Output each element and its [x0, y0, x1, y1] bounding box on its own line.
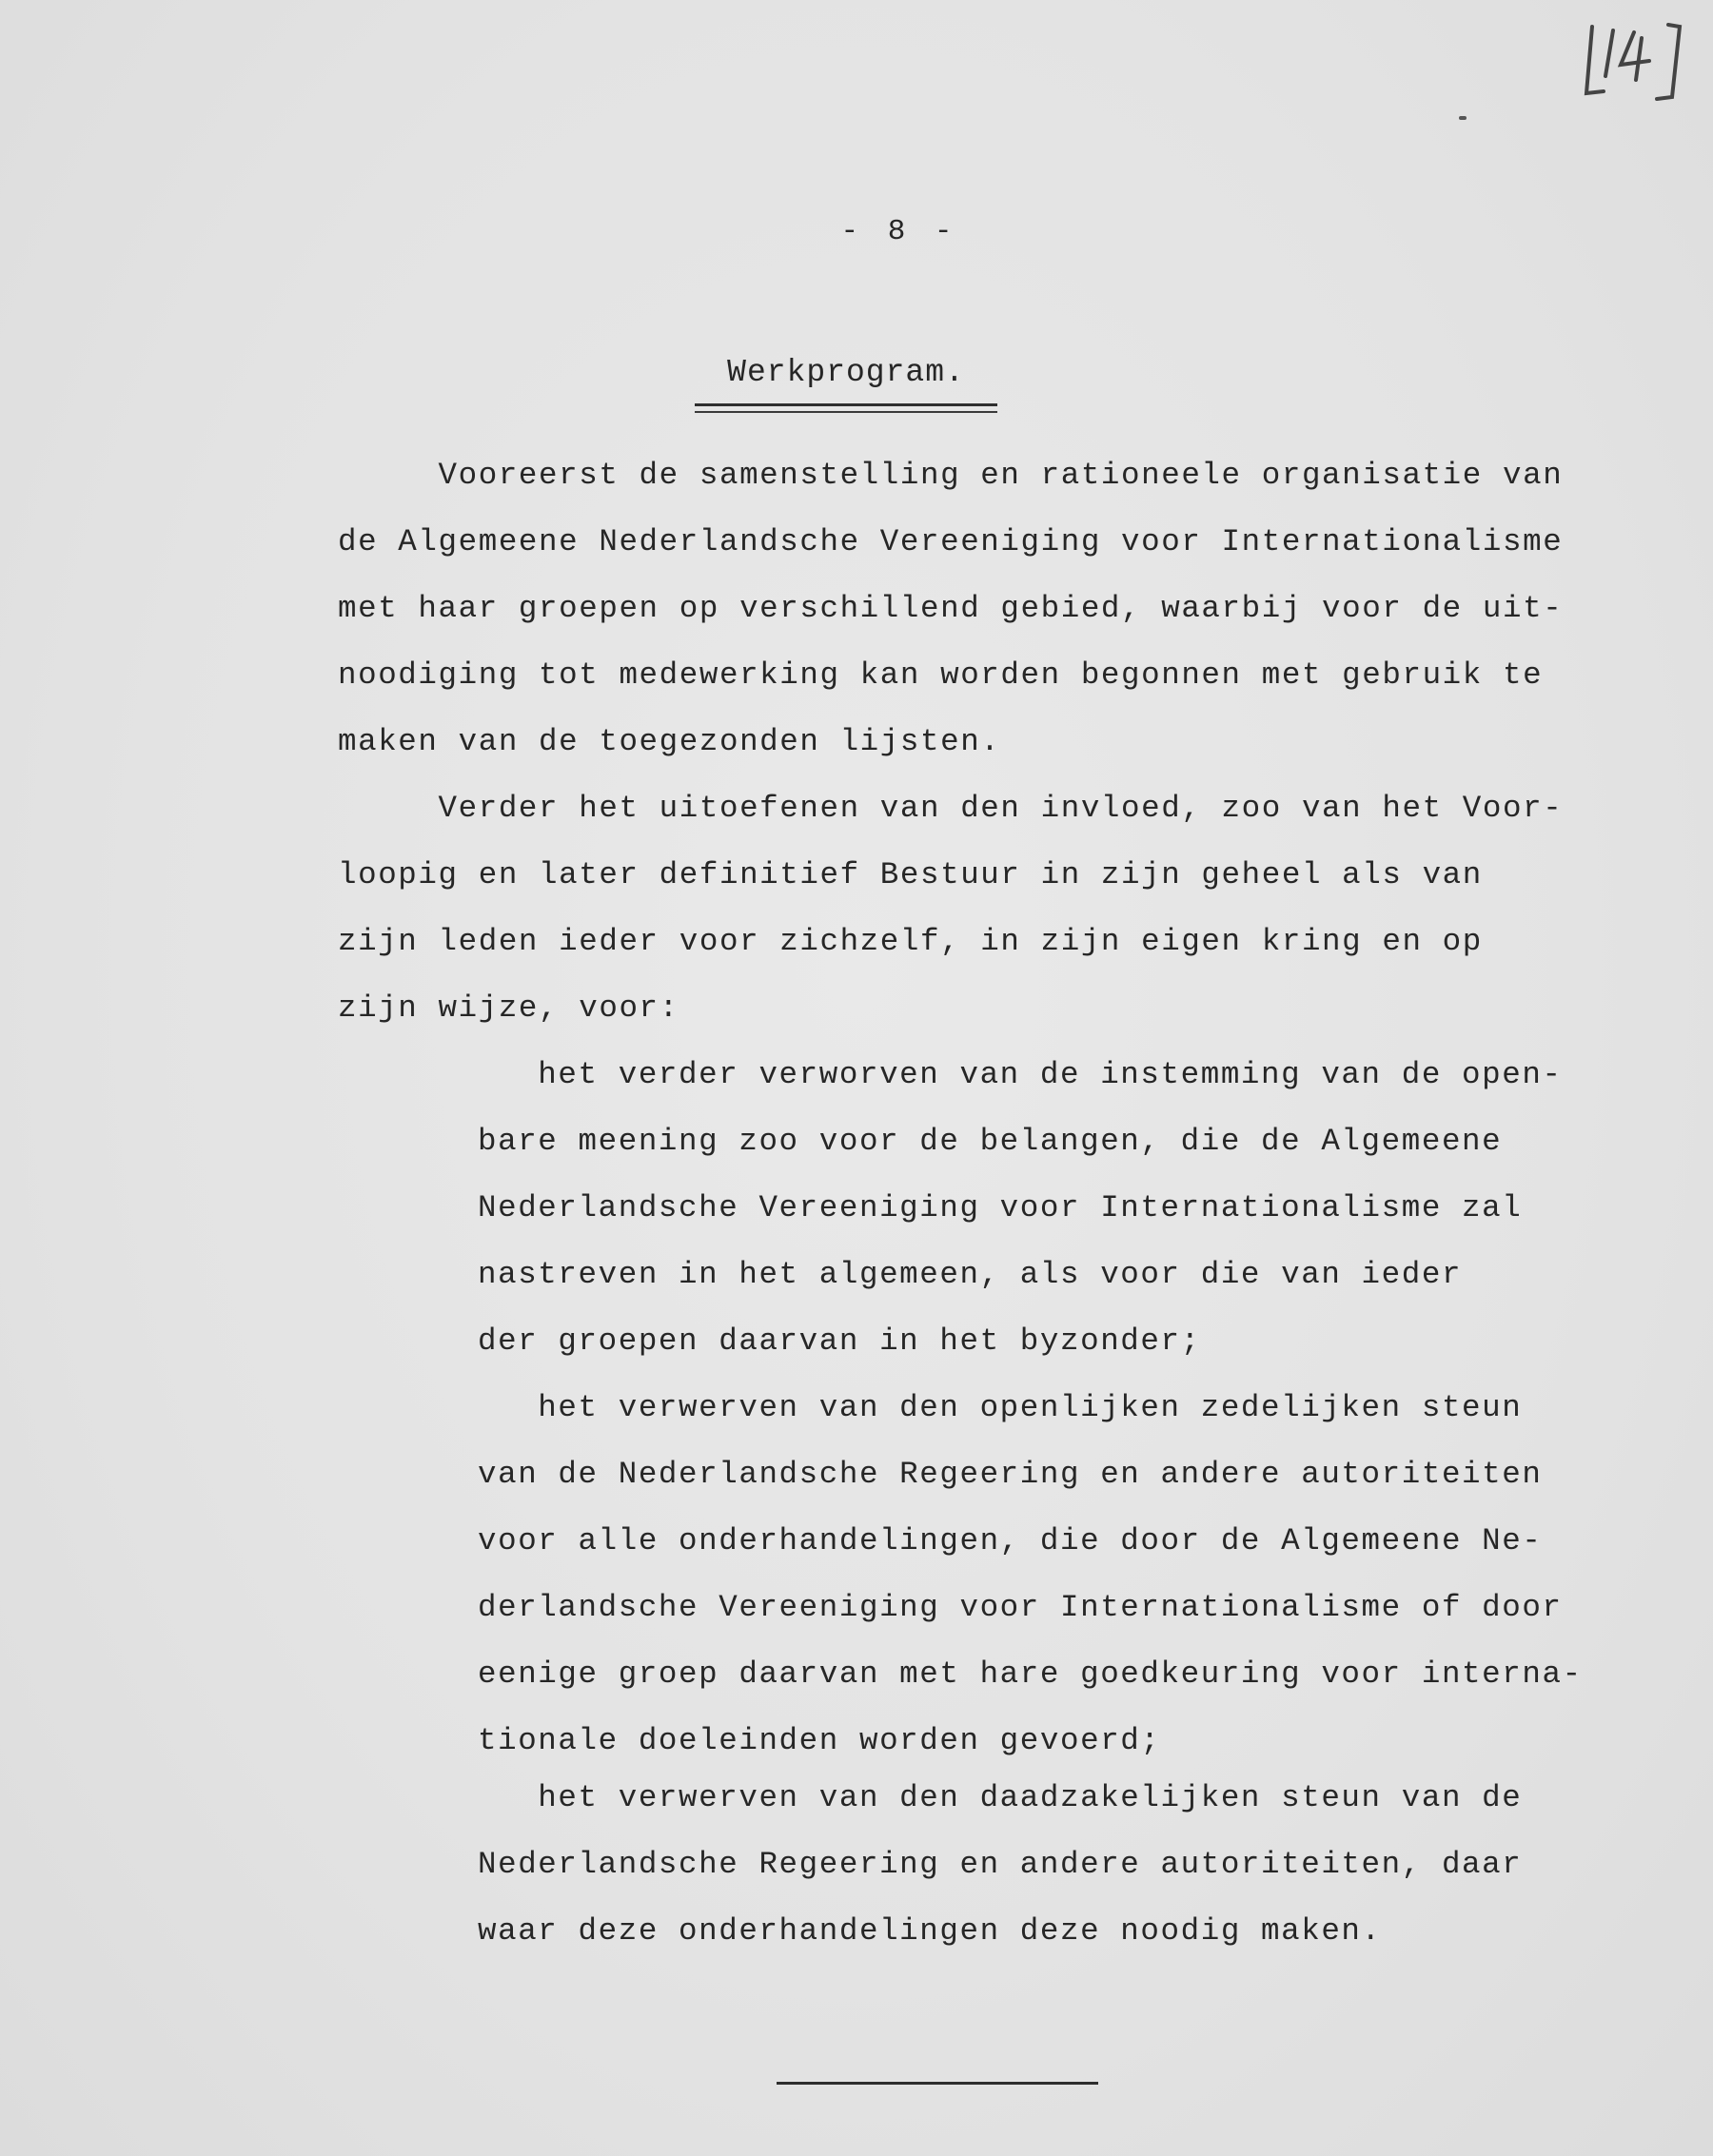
paragraph-invloed	[338, 775, 1565, 1042]
text-line: Vooreerst de samenstelling en rationeele organisatie van	[338, 458, 1564, 493]
archive-folio-mark	[1575, 17, 1689, 103]
text-line: Nederlandsche Regeering en andere autoriteiten, daar	[478, 1847, 1523, 1882]
text-line: van de Nederlandsche Regeering en andere autoriteiten	[478, 1457, 1543, 1492]
text-line: bare meening zoo voor de belangen, die de Algemeene	[478, 1124, 1503, 1159]
heading-underline	[695, 403, 997, 406]
page-number: - 8 -	[840, 215, 958, 248]
text-line: noodiging tot medewerking kan worden begonnen met gebruik te	[338, 657, 1544, 693]
text-line: eenige groep daarvan met hare goedkeuring voor interna-	[478, 1656, 1583, 1692]
text-line: voor alle onderhandelingen, die door de Algemeene Ne-	[478, 1523, 1543, 1558]
text-line: zijn leden ieder voor zichzelf, in zijn eigen kring en op	[338, 924, 1483, 959]
paragraph-samenstelling	[338, 442, 1565, 775]
paragraph-openbare-meening	[478, 1042, 1572, 1375]
heading-double-underline	[695, 411, 997, 413]
paragraph-daadzakelijken-steun	[478, 1765, 1563, 1965]
text-line: loopig en later definitief Bestuur in zijn geheel als van	[338, 857, 1483, 892]
text-line: zijn wijze, voor:	[338, 990, 679, 1026]
text-line: waar deze onderhandelingen deze noodig maken.	[478, 1913, 1382, 1949]
text-line: derlandsche Vereeniging voor Internationalisme of door	[478, 1590, 1563, 1625]
text-line: Verder het uitoefenen van den invloed, zoo van het Voor-	[338, 791, 1564, 826]
text-line: nastreven in het algemeen, als voor die van ieder	[478, 1257, 1463, 1292]
closing-rule	[777, 2082, 1098, 2085]
text-line: der groepen daarvan in het byzonder;	[478, 1323, 1201, 1359]
text-line: maken van de toegezonden lijsten.	[338, 724, 1001, 759]
text-line: het verder verworven van de instemming van de open-	[478, 1057, 1563, 1092]
section-heading: Werkprogram.	[727, 355, 965, 390]
text-line: het verwerven van den daadzakelijken steun van de	[478, 1780, 1523, 1815]
text-line: met haar groepen op verschillend gebied, waarbij voor de uit-	[338, 591, 1564, 626]
handwritten-bracket-mark	[1575, 17, 1689, 103]
ink-speck	[1459, 116, 1467, 120]
text-line: tionale doeleinden worden gevoerd;	[478, 1723, 1161, 1758]
paragraph-zedelijken-steun	[478, 1375, 1601, 1774]
text-line: Nederlandsche Vereeniging voor Internationalisme zal	[478, 1190, 1523, 1225]
text-line: de Algemeene Nederlandsche Vereeniging voor Internationalisme	[338, 524, 1564, 559]
text-line: het verwerven van den openlijken zedelijken steun	[478, 1390, 1523, 1425]
heading-block	[695, 354, 997, 413]
